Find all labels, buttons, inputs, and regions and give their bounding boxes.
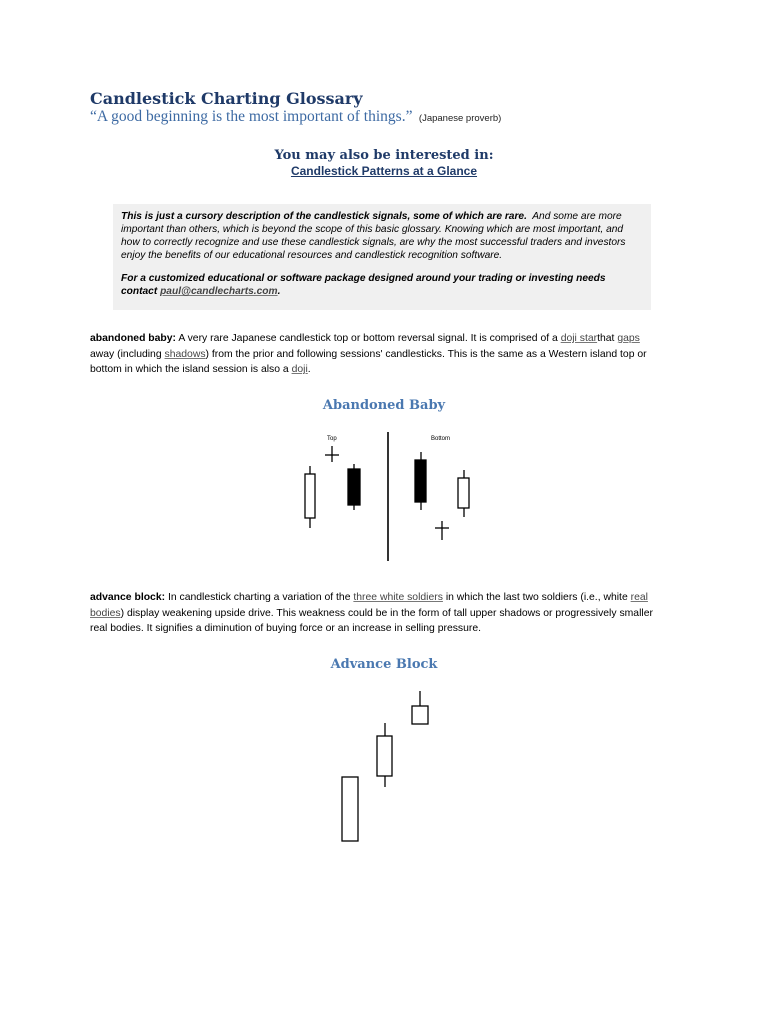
advance-candle-2 — [377, 723, 392, 787]
term-advance-block: advance block: — [90, 592, 166, 603]
bottom-label: Bottom — [431, 436, 451, 442]
gaps-link[interactable]: gaps — [617, 333, 640, 344]
entry-text: In candlestick charting a variation of the — [167, 592, 351, 603]
entry-text: ) from the prior and following sessions' candlesticks. This is the same as a Western island top or bottom in which the island session is also a — [90, 348, 647, 375]
intro-note-body: And some are more important than others, which is beyond the scope of this basic glossary. Knowing which are most important, and how to correctly recognize and use these candlestick signals, are why the most successful traders and investors enjoy the benefits of our educational resources and candlestick recognition software. — [121, 211, 626, 261]
entry-text: in which the last two soldiers (i.e., white — [445, 592, 628, 603]
shadows-link[interactable]: shadows — [164, 348, 206, 360]
three-white-soldiers-link[interactable]: three white soldiers — [353, 592, 443, 603]
advance-candle-3 — [412, 691, 428, 724]
advance-candle-1 — [342, 777, 358, 841]
intro-note-paragraph — [121, 210, 643, 262]
abandoned-baby-diagram — [295, 430, 475, 565]
entry-advance-block — [90, 590, 662, 637]
interest-heading: You may also be interested in: — [274, 148, 494, 163]
entry-text: away (including — [90, 348, 162, 360]
figure-title-advance-block: Advance Block — [330, 657, 438, 672]
contact-text: For a customized educational or software package designed around your trading or investing needs contact — [121, 273, 606, 297]
proverb-line — [90, 108, 501, 126]
intro-note-bold: This is just a cursory description of the candlestick signals, some of which are rare. — [121, 211, 527, 222]
entry-text: A very rare Japanese candlestick top or bottom reversal signal. It is comprised of a — [178, 333, 558, 344]
email-link[interactable]: paul@candlecharts.com — [160, 286, 278, 297]
patterns-at-a-glance-link[interactable]: Candlestick Patterns at a Glance — [290, 164, 478, 178]
contact-end: . — [277, 286, 281, 297]
black-candle-bottom — [415, 452, 426, 510]
term-abandoned-baby: abandoned baby: — [90, 333, 177, 344]
real-bodies-link[interactable]: real bodies — [90, 592, 648, 619]
page-title: Candlestick Charting Glossary — [90, 89, 363, 108]
proverb-quote: “A good beginning is the most important of things.” — [90, 108, 413, 125]
intro-note-box — [113, 204, 651, 310]
proverb-attribution: (Japanese proverb) — [418, 113, 502, 124]
figure-title-abandoned-baby: Abandoned Baby — [322, 398, 446, 413]
contact-paragraph — [121, 272, 643, 298]
top-label: Top — [327, 436, 337, 442]
doji-bottom — [435, 521, 449, 540]
doji-star-link[interactable]: doji star — [560, 333, 598, 344]
white-candle-left — [305, 466, 315, 528]
entry-text: . — [307, 364, 311, 375]
doji-top — [325, 446, 339, 462]
entry-abandoned-baby — [90, 331, 662, 378]
white-candle-right — [458, 470, 469, 517]
entry-text: that — [597, 333, 615, 344]
interest-link-container — [0, 164, 768, 178]
advance-block-diagram — [335, 688, 435, 848]
doji-link[interactable]: doji — [291, 364, 308, 375]
entry-text: ) display weakening upside drive. This weakness could be in the form of tall upper shadows or progressively smaller real bodies. It signifies a diminution of buying force or an increase in selling pressure. — [90, 607, 653, 634]
black-candle-top — [348, 464, 360, 510]
